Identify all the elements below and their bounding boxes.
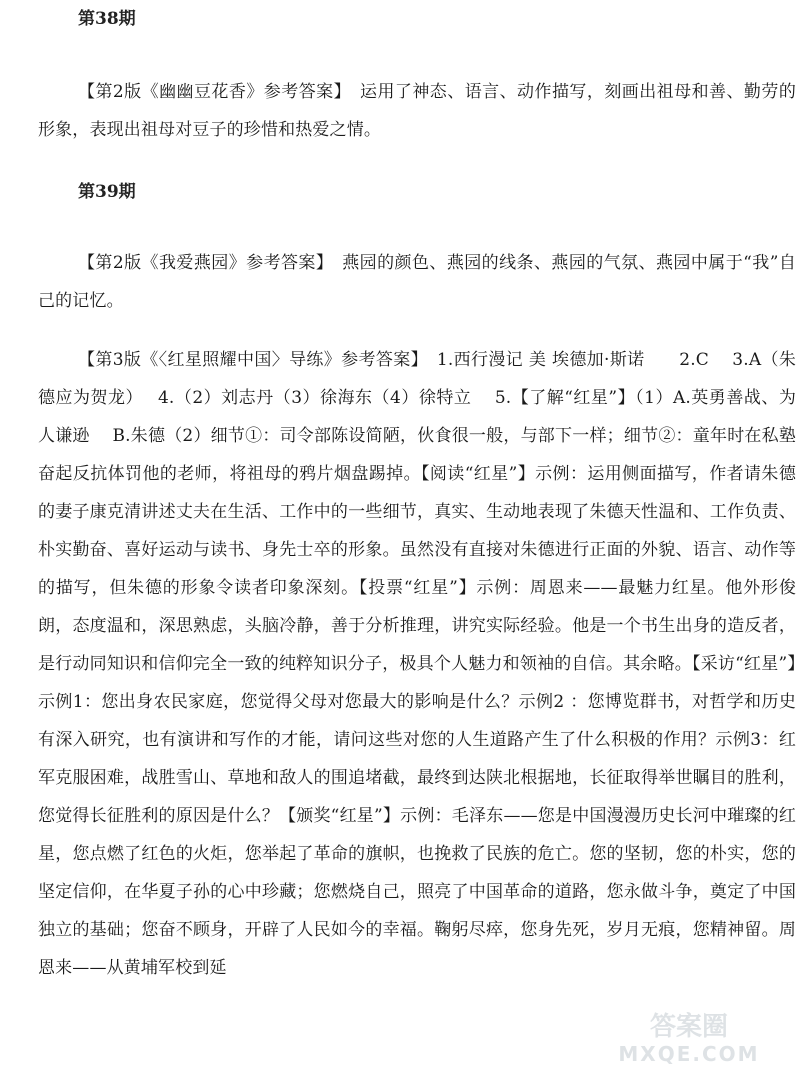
issue-heading-38: 第38期: [78, 9, 136, 29]
issue-heading-39: 第39期: [78, 182, 136, 202]
answer-paragraph: 【第2版《我爱燕园》参考答案】 燕园的颜色、燕园的线条、燕园的气氛、燕园中属于“我”自己的记忆。: [38, 253, 796, 311]
answer-paragraph: 【第2版《幽幽豆花香》参考答案】 运用了神态、语言、动作描写，刻画出祖母和善、勤劳的形象，表现出祖母对豆子的珍惜和热爱之情。: [38, 82, 796, 140]
answer-paragraph: 【第3版《〈红星照耀中国〉导练》参考答案】 1.西行漫记 美 埃德加·斯诺 2.C 3.A（朱德应为贺龙） 4.（2）刘志丹（3）徐海东（4）徐特立 5.【了解“红星”】（1）A.英勇善战、为人谦逊 B.朱德（2）细节①：司令部陈设简陋，伙食很一般，与部下一样；细节②：童年时在私塾奋起反抗体罚他的老师，将祖母的鸦片烟盘踢掉。【阅读“红星”】示例：运用侧面描写，作者请朱德的妻子康克清讲述丈夫在生活、工作中的一些细节，真实、生动地表现了朱德天性温和、工作负责、朴实勤奋、喜好运动与读书、身先士卒的形象。虽然没有直接对朱德进行正面的外貌、语言、动作等的描写，但朱德的形象令读者印象深刻。【投票“红星”】示例：周恩来——最魅力红星。他外形俊朗，态度温和，深思熟虑，头脑冷静，善于分析推理，讲究实际经验。他是一个书生出身的造反者，是行动同知识和信仰完全一致的纯粹知识分子，极具个人魅力和领袖的自信。其余略。【采访“红星”】示例1：您出身农民家庭，您觉得父母对您最大的影响是什么？示例2 ：您博览群书，对哲学和历史有深入研究，也有演讲和写作的才能，请问这些对您的人生道路产生了什么积极的作用？示例3：红军克服困难，战胜雪山、草地和敌人的围追堵截，最终到达陕北根据地，长征取得举世瞩目的胜利，您觉得长征胜利的原因是什么？【颁奖“红星”】示例：毛泽东——您是中国漫漫历史长河中璀璨的红星，您点燃了红色的火炬，您举起了革命的旗帜，也挽救了民族的危亡。您的坚韧，您的朴实，您的坚定信仰，在华夏子孙的心中珍藏；您燃烧自己，照亮了中国革命的道路，您永做斗争，奠定了中国独立的基础；您奋不顾身，开辟了人民如今的幸福。鞠躬尽瘁，您身先死，岁月无痕，您精神留。周恩来——从黄埔军校到延: [38, 350, 796, 978]
svg-text:答案圈: 答案圈: [649, 1012, 729, 1042]
svg-text:MXQE.COM: MXQE.COM: [618, 1042, 760, 1066]
